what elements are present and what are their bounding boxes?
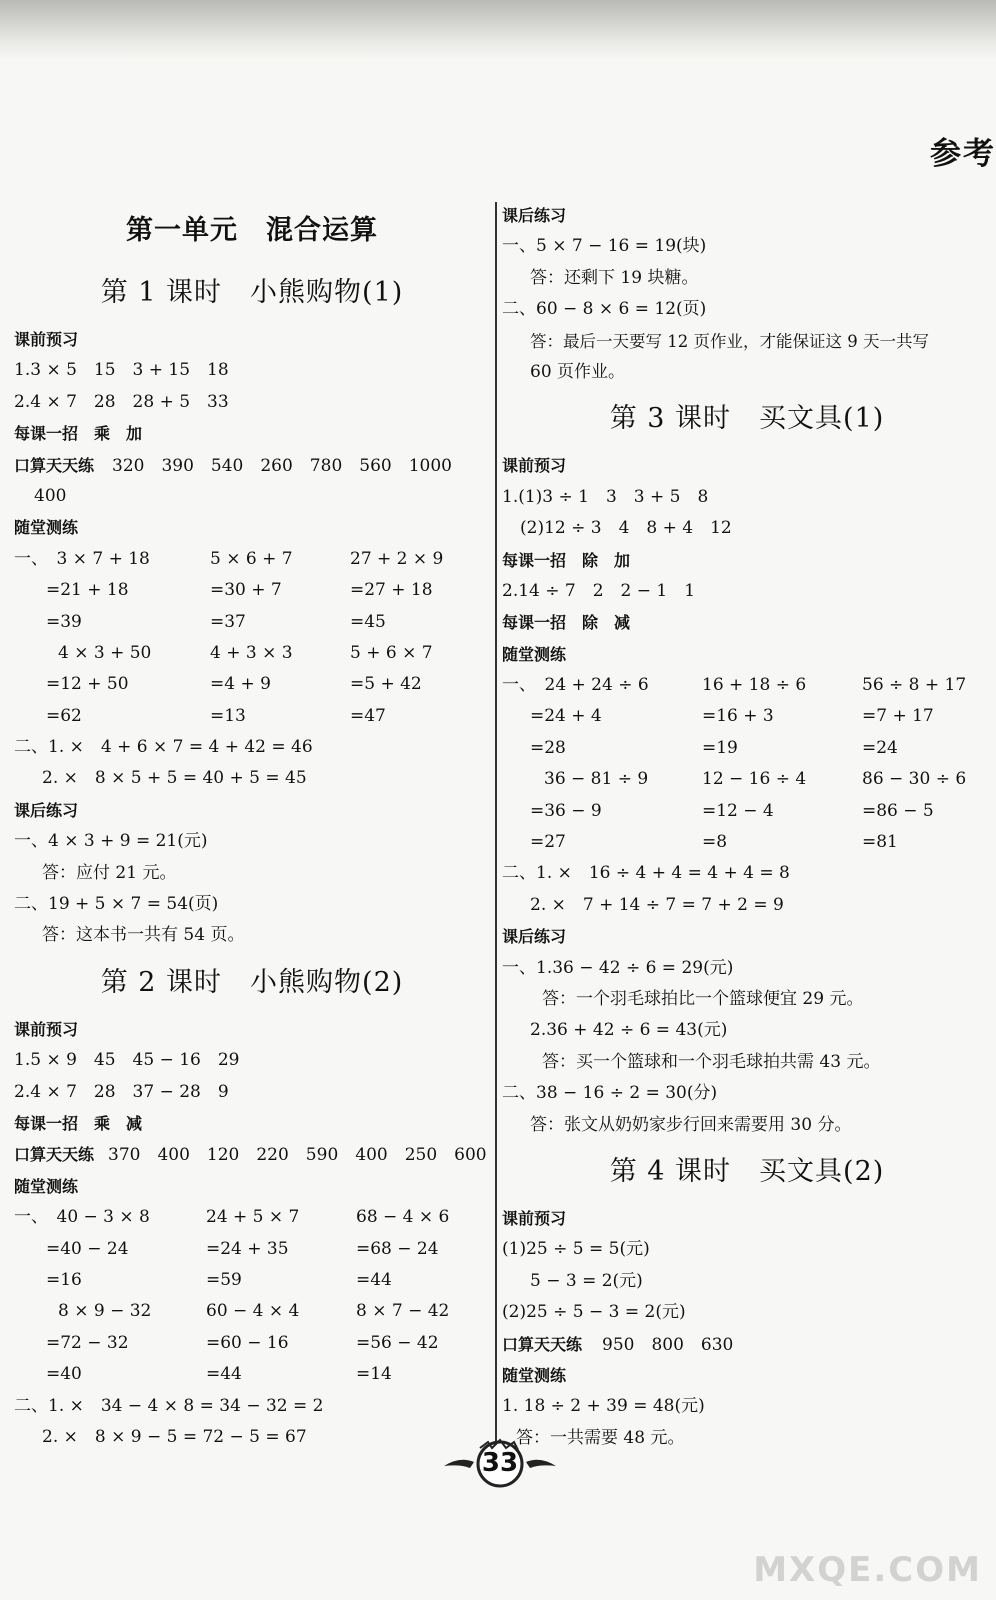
calc-row bbox=[14, 575, 490, 606]
calc-cell: =16 bbox=[46, 1269, 82, 1290]
section-label: 随堂测练 bbox=[502, 1365, 567, 1385]
calc-cell: 27 + 2 × 9 bbox=[350, 548, 444, 569]
calc-row bbox=[14, 701, 490, 732]
section-label: 随堂测练 bbox=[14, 518, 79, 538]
answer-line: 答：这本书一共有 54 页。 bbox=[42, 925, 245, 946]
answer-line: 2.14 ÷ 7 2 2 − 1 1 bbox=[502, 580, 696, 601]
page-number: 33 bbox=[481, 1448, 519, 1478]
answer-line: 答：张文从奶奶家步行回来需要用 30 分。 bbox=[530, 1114, 852, 1135]
section-label: 口算天天练 bbox=[502, 1334, 583, 1354]
section-label: 课前预习 bbox=[14, 330, 79, 349]
answer-line: (2)25 ÷ 5 − 3 = 2(元) bbox=[502, 1302, 686, 1323]
calc-cell: =8 bbox=[702, 832, 728, 853]
answer-line: 答：一个羽毛球拍比一个篮球便宜 29 元。 bbox=[542, 988, 864, 1009]
answer-line: 答：还剩下 19 块糖。 bbox=[530, 267, 699, 288]
calc-cell: =36 − 9 bbox=[530, 800, 602, 821]
calc-cell: 56 ÷ 8 + 17 bbox=[862, 675, 967, 696]
answer-line: (1)25 ÷ 5 = 5(元) bbox=[502, 1239, 650, 1260]
watermark bbox=[732, 1500, 982, 1590]
calc-cell: 一、 24 + 24 ÷ 6 bbox=[502, 675, 649, 696]
oral-values: 950 800 630 bbox=[602, 1334, 734, 1355]
calc-cell: =24 + 35 bbox=[206, 1238, 289, 1259]
calc-cell: =27 + 18 bbox=[350, 580, 433, 601]
calc-cell: 60 − 4 × 4 bbox=[206, 1301, 300, 1322]
section-label: 口算天天练 bbox=[14, 455, 95, 475]
tip-line: 每课一招 除 减 bbox=[502, 613, 631, 633]
answer-line: 60 页作业。 bbox=[530, 361, 626, 382]
calc-cell: 16 + 18 ÷ 6 bbox=[702, 675, 807, 696]
calc-row bbox=[14, 1265, 490, 1296]
column-divider bbox=[495, 202, 497, 1464]
answer-line: 二、1. × 4 + 6 × 7 = 4 + 42 = 46 bbox=[14, 737, 313, 758]
answer-line: 二、38 − 16 ÷ 2 = 30(分) bbox=[502, 1083, 718, 1104]
calc-cell: =60 − 16 bbox=[206, 1332, 289, 1353]
answer-line: 二、19 + 5 × 7 = 54(页) bbox=[14, 894, 219, 915]
answer-line: 二、60 − 8 × 6 = 12(页) bbox=[502, 299, 707, 320]
calc-cell: =44 bbox=[356, 1269, 392, 1290]
calc-cell: =21 + 18 bbox=[46, 580, 129, 601]
calc-table bbox=[502, 670, 992, 858]
answer-line: 1.3 × 5 15 3 + 15 18 bbox=[14, 360, 229, 381]
section-label: 口算天天练 bbox=[14, 1145, 95, 1165]
calc-cell: =44 bbox=[206, 1364, 242, 1385]
calc-row bbox=[502, 670, 992, 701]
calc-cell: 5 + 6 × 7 bbox=[350, 642, 433, 663]
answer-line: 1.(1)3 ÷ 1 3 3 + 5 8 bbox=[502, 486, 709, 507]
answer-line: 1. 18 ÷ 2 + 39 = 48(元) bbox=[502, 1396, 705, 1417]
calc-cell: =16 + 3 bbox=[702, 706, 774, 727]
section-label: 课后练习 bbox=[14, 800, 79, 820]
calc-row bbox=[14, 544, 490, 575]
calc-row bbox=[14, 1202, 490, 1233]
oral-line bbox=[502, 1329, 992, 1360]
calc-cell: 4 × 3 + 50 bbox=[58, 642, 152, 663]
answer-line: 1.5 × 9 45 45 − 16 29 bbox=[14, 1050, 240, 1071]
calc-row bbox=[502, 796, 992, 827]
oral-line bbox=[14, 450, 490, 481]
answer-line: 二、1. × 34 − 4 × 8 = 34 − 32 = 2 bbox=[14, 1395, 324, 1416]
calc-cell: 86 − 30 ÷ 6 bbox=[862, 769, 967, 790]
calc-row bbox=[14, 1296, 490, 1327]
calc-row bbox=[502, 764, 992, 795]
calc-cell: =19 bbox=[702, 737, 738, 758]
calc-cell: =40 − 24 bbox=[46, 1238, 129, 1259]
left-column bbox=[14, 200, 490, 1453]
calc-cell: =28 bbox=[530, 737, 566, 758]
calc-cell: =40 bbox=[46, 1364, 82, 1385]
calc-row bbox=[502, 827, 992, 858]
calc-cell: =62 bbox=[46, 705, 82, 726]
calc-cell: =56 − 42 bbox=[356, 1332, 439, 1353]
calc-cell: 一、 3 × 7 + 18 bbox=[14, 548, 150, 569]
tip-line: 每课一招 乘 减 bbox=[14, 1113, 143, 1133]
calc-cell: 5 × 6 + 7 bbox=[210, 548, 293, 569]
calc-cell: 一、 40 − 3 × 8 bbox=[14, 1207, 150, 1228]
answer-line: 二、1. × 16 ÷ 4 + 4 = 4 + 4 = 8 bbox=[502, 863, 790, 884]
calc-row bbox=[14, 1328, 490, 1359]
calc-cell: =86 − 5 bbox=[862, 800, 934, 821]
answer-line: 2.4 × 7 28 37 − 28 9 bbox=[14, 1081, 229, 1102]
section-label: 随堂测练 bbox=[14, 1176, 79, 1196]
tip-line: 每课一招 乘 加 bbox=[14, 424, 143, 444]
scan-top-shadow bbox=[0, 0, 996, 60]
answer-line: 2. × 8 × 5 + 5 = 40 + 5 = 45 bbox=[42, 768, 307, 789]
calc-cell: 12 − 16 ÷ 4 bbox=[702, 769, 807, 790]
calc-cell: =24 + 4 bbox=[530, 706, 602, 727]
calc-cell: =12 + 50 bbox=[46, 674, 129, 695]
answer-line: 答：买一个篮球和一个羽毛球拍共需 43 元。 bbox=[542, 1051, 881, 1072]
answer-line: 2.36 + 42 ÷ 6 = 43(元) bbox=[530, 1020, 728, 1041]
section-label: 随堂测练 bbox=[502, 644, 567, 664]
calc-row bbox=[14, 638, 490, 669]
calc-row bbox=[14, 669, 490, 700]
calc-cell: =30 + 7 bbox=[210, 580, 282, 601]
calc-cell: 8 × 7 − 42 bbox=[356, 1301, 450, 1322]
section-label: 课后练习 bbox=[502, 927, 567, 947]
calc-cell: =27 bbox=[530, 832, 566, 853]
calc-row bbox=[502, 733, 992, 764]
calc-cell: =14 bbox=[356, 1364, 392, 1385]
answer-line: 5 − 3 = 2(元) bbox=[530, 1270, 643, 1291]
calc-row bbox=[14, 607, 490, 638]
lesson-1-title: 第 1 课时 小熊购物(1) bbox=[100, 277, 404, 308]
lesson-4-title: 第 4 课时 买文具(2) bbox=[609, 1155, 885, 1187]
answer-line: 400 bbox=[34, 485, 67, 506]
section-label: 课前预习 bbox=[502, 456, 567, 476]
page-number-badge bbox=[440, 1438, 560, 1488]
calc-cell: =72 − 32 bbox=[46, 1332, 129, 1353]
tip-line: 每课一招 除 加 bbox=[502, 550, 631, 570]
calc-cell: =13 bbox=[210, 705, 246, 726]
answer-line: 答：最后一天要写 12 页作业，才能保证这 9 天一共写 bbox=[530, 331, 929, 351]
calc-cell: 8 × 9 − 32 bbox=[58, 1301, 152, 1322]
calc-cell: =81 bbox=[862, 832, 898, 853]
lesson-3-title: 第 3 课时 买文具(1) bbox=[609, 403, 885, 435]
calc-cell: 24 + 5 × 7 bbox=[206, 1207, 300, 1228]
calc-cell: =12 − 4 bbox=[702, 800, 774, 821]
calc-cell: =39 bbox=[46, 611, 82, 632]
answer-line: 2.4 × 7 28 28 + 5 33 bbox=[14, 391, 229, 412]
calc-cell: 4 + 3 × 3 bbox=[210, 642, 293, 663]
calc-cell: =4 + 9 bbox=[210, 674, 271, 695]
calc-cell: =37 bbox=[210, 611, 246, 632]
answer-line: 答：应付 21 元。 bbox=[42, 862, 177, 883]
calc-cell: =45 bbox=[350, 611, 386, 632]
oral-line bbox=[14, 1139, 490, 1170]
answer-line: 一、4 × 3 + 9 = 21(元) bbox=[14, 831, 208, 852]
calc-cell: =68 − 24 bbox=[356, 1238, 439, 1259]
calc-row bbox=[14, 1234, 490, 1265]
answer-line: (2)12 ÷ 3 4 8 + 4 12 bbox=[520, 518, 732, 539]
section-label: 课前预习 bbox=[502, 1208, 567, 1228]
calc-cell: 68 − 4 × 6 bbox=[356, 1207, 450, 1228]
calc-table bbox=[14, 1202, 490, 1390]
unit-title: 第一单元 混合运算 bbox=[126, 215, 378, 246]
calc-cell: =5 + 42 bbox=[350, 674, 422, 695]
calc-row bbox=[14, 1359, 490, 1390]
answer-line: 2. × 7 + 14 ÷ 7 = 7 + 2 = 9 bbox=[530, 894, 784, 915]
answer-line: 答：一共需要 48 元。 bbox=[516, 1427, 685, 1448]
calc-cell: =47 bbox=[350, 705, 386, 726]
calc-cell: =59 bbox=[206, 1269, 242, 1290]
calc-table bbox=[14, 544, 490, 732]
answer-line: 一、5 × 7 − 16 = 19(块) bbox=[502, 236, 707, 257]
right-column bbox=[502, 200, 992, 1454]
oral-values: 320 390 540 260 780 560 1000 bbox=[112, 455, 452, 476]
oral-values: 370 400 120 220 590 400 250 600 bbox=[108, 1145, 487, 1166]
answer-line: 一、1.36 − 42 ÷ 6 = 29(元) bbox=[502, 957, 734, 978]
calc-cell: =7 + 17 bbox=[862, 706, 934, 727]
calc-cell: =24 bbox=[862, 737, 898, 758]
lesson-2-title: 第 2 课时 小熊购物(2) bbox=[100, 966, 404, 998]
calc-cell: 36 − 81 ÷ 9 bbox=[544, 769, 649, 790]
calc-row bbox=[502, 701, 992, 732]
section-label: 课后练习 bbox=[502, 206, 567, 225]
watermark-text: MXQE.COM bbox=[753, 1550, 982, 1590]
section-label: 课前预习 bbox=[14, 1019, 79, 1039]
answer-line: 2. × 8 × 9 − 5 = 72 − 5 = 67 bbox=[42, 1426, 307, 1447]
header-title: 参考 bbox=[930, 136, 996, 172]
